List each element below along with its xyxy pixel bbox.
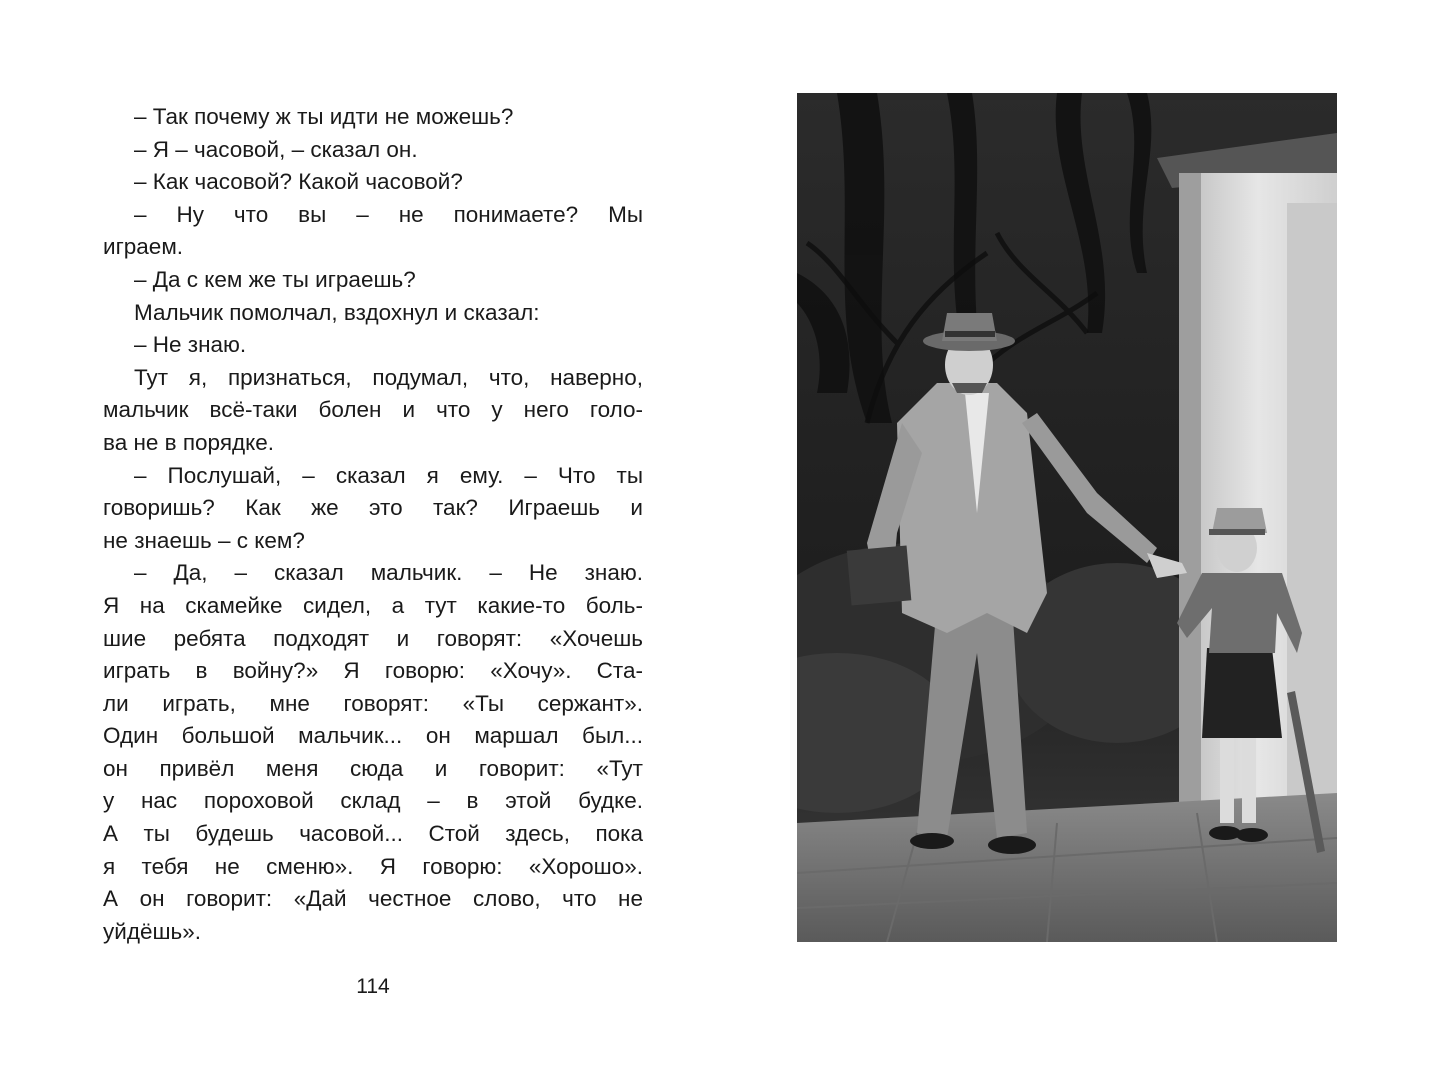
illustration-man-and-boy-icon (797, 93, 1337, 942)
text-line: – Да с кем же ты играешь? (134, 266, 416, 292)
text-line: ли играть, мне говорят: «Ты сержант». (103, 690, 643, 716)
text-line: – Послушай, – сказал я ему. – Что ты (134, 462, 643, 488)
text-line: шие ребята подходят и говорят: «Хочешь (103, 625, 643, 651)
text-line: мальчик всё-таки болен и что у него голо- (103, 397, 643, 423)
text-line: играем. (103, 234, 184, 260)
illustration (797, 93, 1337, 942)
text-line: – Да, – сказал мальчик. – Не знаю. (134, 560, 643, 586)
text-line: ва не в порядке. (103, 429, 274, 455)
text-line: А ты будешь часовой... Стой здесь, пока (103, 821, 643, 847)
text-line: говоришь? Как же это так? Играешь и (103, 495, 643, 521)
text-line: уйдёшь». (103, 918, 201, 944)
text-line: – Не знаю. (134, 332, 247, 358)
text-line: Тут я, признаться, подумал, что, наверно, (134, 364, 643, 390)
text-line: – Ну что вы – не понимаете? Мы (134, 201, 643, 227)
text-line: он привёл меня сюда и говорит: «Тут (103, 755, 643, 781)
page-number: 114 (356, 975, 390, 998)
text-line: – Я – часовой, – сказал он. (134, 136, 418, 162)
text-line: Мальчик помолчал, вздохнул и сказал: (134, 299, 540, 325)
text-line: Я на скамейке сидел, а тут какие-то боль- (103, 592, 643, 618)
text-line: я тебя не сменю». Я говорю: «Хорошо». (103, 853, 643, 879)
text-line: не знаешь – с кем? (103, 527, 305, 553)
page-text (103, 101, 643, 948)
text-line: – Так почему ж ты идти не можешь? (134, 104, 514, 129)
text-line: – Как часовой? Какой часовой? (134, 169, 463, 195)
text-line: играть в войну?» Я говорю: «Хочу». Ста- (103, 658, 643, 684)
text-line: у нас пороховой склад – в этой будке. (103, 788, 643, 814)
text-line: А он говорит: «Дай честное слово, что не (103, 886, 643, 912)
text-line: Один большой мальчик... он маршал был... (103, 723, 643, 749)
